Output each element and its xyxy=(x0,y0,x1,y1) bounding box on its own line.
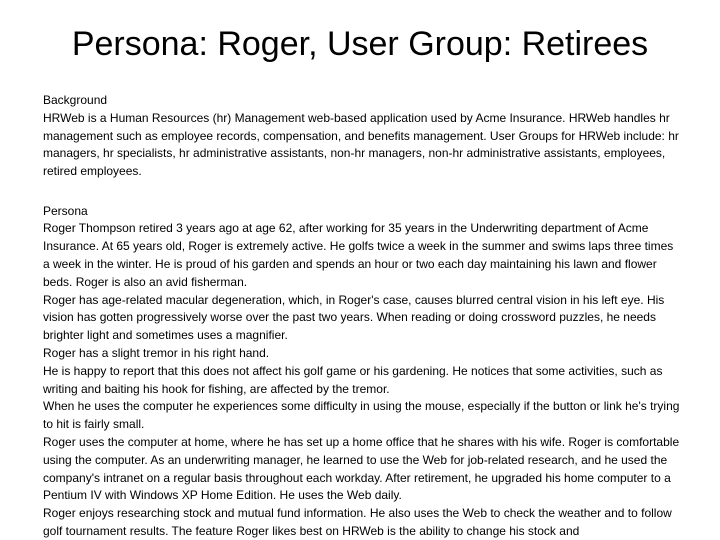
paragraph-gap xyxy=(43,181,683,203)
persona-paragraph-tremor: Roger has a slight tremor in his right hand. xyxy=(43,345,270,360)
persona-paragraph-vision: Roger has age-related macular degeneration, which, in Roger's case, causes blurred central vision in his left eye. His vision has gotten progressively worse over the past two years. When reading or doing crossword puzzles, he needs brighter light and sometimes uses a magnifier. xyxy=(43,292,665,343)
persona-paragraph-activities: He is happy to report that this does not affect his golf game or his gardening. He notices that some activities, such as writing and baiting his hook for fishing, are affected by the tremor. xyxy=(43,363,663,396)
persona-paragraph-mouse: When he uses the computer he experiences some difficulty in using the mouse, especially if the button or link he's trying to hit is fairly small. xyxy=(43,399,680,432)
background-text: HRWeb is a Human Resources (hr) Management web-based application used by Acme Insurance. HRWeb handles hr management such as employee records, compensation, and benefits management. User Groups for HRWeb include: hr managers, hr specialists, hr administrative assistants, non-hr managers, non-hr administrative assistants, employees, retired employees. xyxy=(43,110,679,179)
persona-heading: Persona xyxy=(43,203,88,218)
persona-paragraph-web-use: Roger enjoys researching stock and mutual fund information. He also uses the Web to check the weather and to follow golf tournament results. The feature Roger likes best on HRWeb is the ability to change his stock and xyxy=(43,506,672,538)
slide-title: Persona: Roger, User Group: Retirees xyxy=(71,25,649,63)
slide-body xyxy=(43,92,683,540)
persona-paragraph-computer: Roger uses the computer at home, where he has set up a home office that he shares with his wife. Roger is comfortable using the computer. As an underwriting manager, he learned to use the Web for job-related research, and he used the company's intranet on a regular basis throughout each workday. After retirement, he upgraded his home computer to a Pentium IV with Windows XP Home Edition. He uses the Web daily. xyxy=(43,434,680,503)
background-heading: Background xyxy=(43,93,108,107)
persona-paragraph-intro: Roger Thompson retired 3 years ago at age 62, after working for 35 years in the Underwriting department of Acme Insurance. At 65 years old, Roger is extremely active. He golfs twice a week in the summer and swims laps three times a week in the winter. He is proud of his garden and spends an hour or two each day maintaining his lawn and flower beds. Roger is also an avid fisherman. xyxy=(43,221,674,289)
